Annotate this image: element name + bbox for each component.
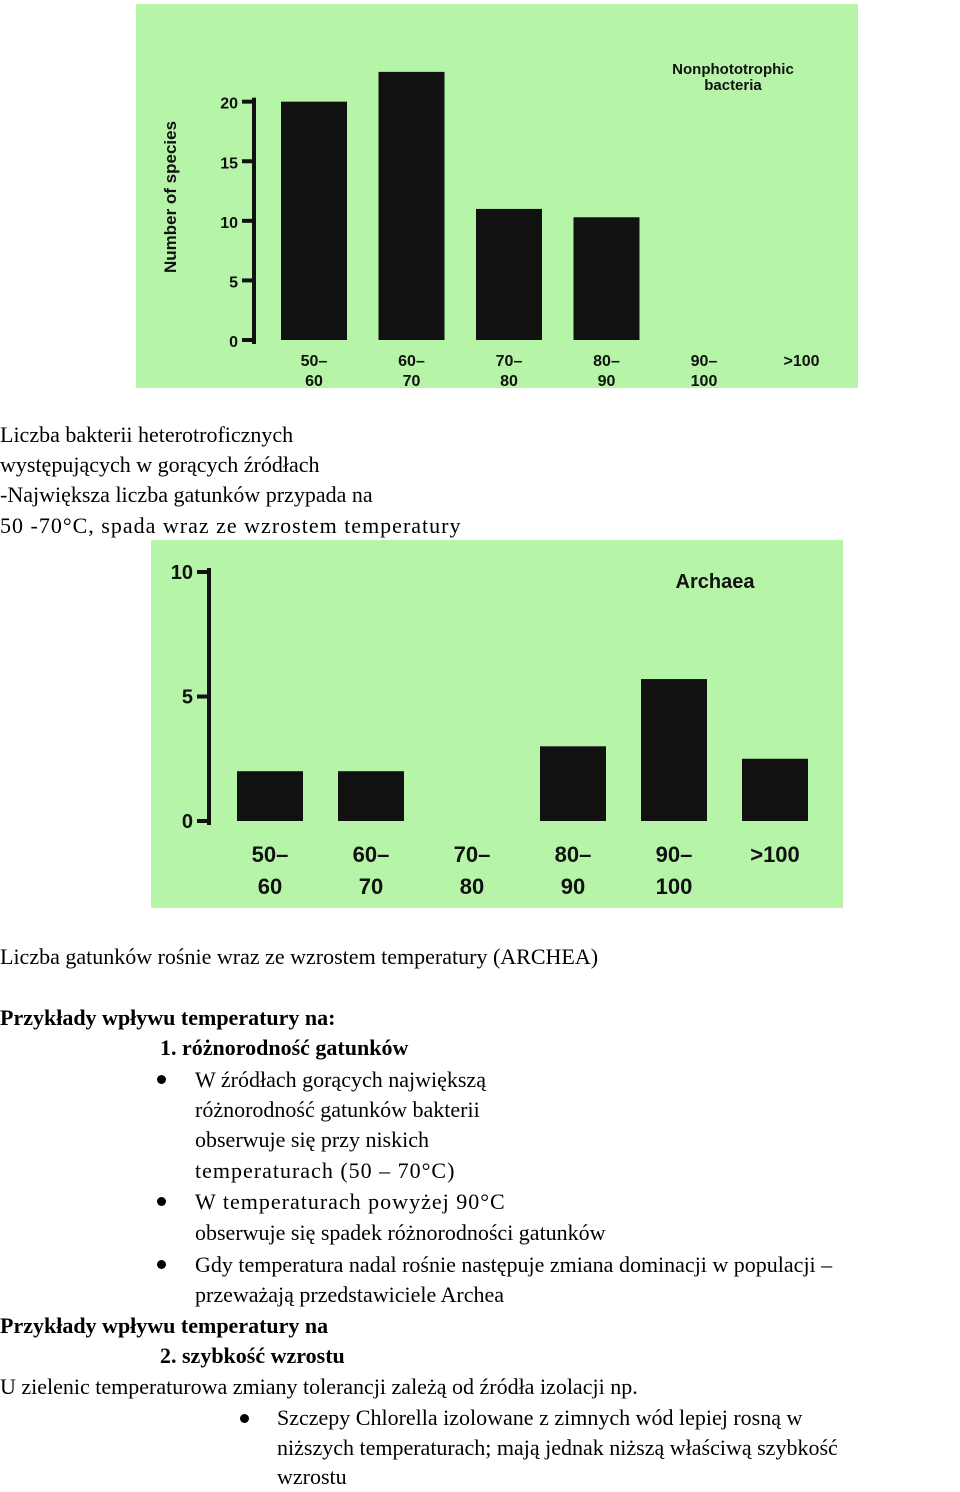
bullet4-line2: niższych temperaturach; mają jednak niższą właściwą szybkość	[277, 1435, 838, 1460]
bar	[641, 679, 707, 821]
bullet4-line3: wzrostu	[277, 1464, 347, 1489]
x-tick-label: 60– 70	[398, 353, 425, 388]
bar	[574, 217, 640, 340]
caption1-line3: -Największa liczba gatunków przypada na	[0, 482, 373, 507]
y-tick-label: 5	[181, 686, 193, 709]
bar	[379, 72, 445, 340]
y-tick-label: 10	[220, 214, 238, 232]
bullet1-line1: W źródłach gorących największą	[195, 1067, 486, 1092]
y-tick-label: 0	[229, 334, 238, 351]
item2-title: 2. szybkość wzrostu	[160, 1343, 345, 1368]
bullet-dot	[157, 1260, 166, 1269]
paragraph: U zielenic temperaturowa zmiany tolerancji zależą od źródła izolacji np.	[0, 1374, 638, 1399]
bullet1-line4: temperaturach (50 – 70°C)	[195, 1158, 456, 1183]
bullet1-line3: obserwuje się przy niskich	[195, 1127, 429, 1152]
bar	[281, 102, 347, 340]
bar	[338, 771, 404, 821]
bar	[540, 746, 606, 821]
caption2: Liczba gatunków rośnie wraz ze wzrostem temperatury (ARCHEA)	[0, 944, 599, 969]
bullet3-line1: Gdy temperatura nadal rośnie następuje zmiana dominacji w populacji –	[195, 1252, 833, 1277]
x-tick-label: 50– 60	[300, 353, 328, 388]
y-tick-label: 15	[220, 155, 238, 173]
chart-nonphototrophic-bacteria	[136, 4, 858, 388]
legend-text: Nonphototrophic bacteria	[672, 61, 794, 94]
x-tick-label: 60– 70	[352, 842, 390, 899]
bullet2-line1: W temperaturach powyżej 90°C	[195, 1189, 506, 1214]
x-tick-label: 90– 100	[655, 842, 693, 899]
caption1-line2: występujących w gorących źródłach	[0, 452, 320, 477]
y-tick-label: 10	[170, 562, 193, 584]
bar	[742, 759, 808, 821]
chart-archaea	[151, 540, 843, 908]
x-tick-label: 50– 60	[251, 842, 289, 899]
x-tick-label: >100	[750, 842, 800, 867]
caption1-line4: 50 -70°C, spada wraz ze wzrostem temperatury	[0, 513, 462, 538]
x-tick-label: 90– 100	[690, 353, 718, 388]
x-tick-label: 80– 90	[593, 353, 620, 388]
chart1-svg	[136, 4, 858, 388]
bullet-dot	[157, 1075, 166, 1084]
chart2-svg	[151, 540, 843, 908]
bullet-dot	[240, 1414, 249, 1423]
bullet1-line2: różnorodność gatunków bakterii	[195, 1097, 480, 1122]
legend-text: Archaea	[675, 571, 755, 593]
item1-title: 1. różnorodność gatunków	[160, 1035, 409, 1060]
bullet2-line2: obserwuje się spadek różnorodności gatunków	[195, 1220, 606, 1245]
bar	[237, 771, 303, 821]
x-tick-label: >100	[783, 353, 820, 370]
y-tick-label: 0	[181, 811, 193, 833]
y-tick-label: 20	[220, 95, 238, 113]
bullet4-line1: Szczepy Chlorella izolowane z zimnych wód lepiej rosną w	[277, 1405, 803, 1430]
heading2: Przykłady wpływu temperatury na	[0, 1313, 329, 1338]
y-tick-label: 5	[229, 274, 238, 292]
heading1: Przykłady wpływu temperatury na:	[0, 1005, 336, 1030]
bullet-dot	[157, 1197, 166, 1206]
x-tick-label: 80– 90	[554, 842, 592, 899]
y-axis-label: Number of species	[161, 120, 180, 274]
caption1-line1: Liczba bakterii heterotroficznych	[0, 422, 294, 447]
x-tick-label: 70– 80	[453, 842, 491, 899]
bullet3-line2: przeważają przedstawiciele Archea	[195, 1282, 505, 1307]
x-tick-label: 70– 80	[495, 353, 523, 388]
bar	[476, 209, 542, 340]
